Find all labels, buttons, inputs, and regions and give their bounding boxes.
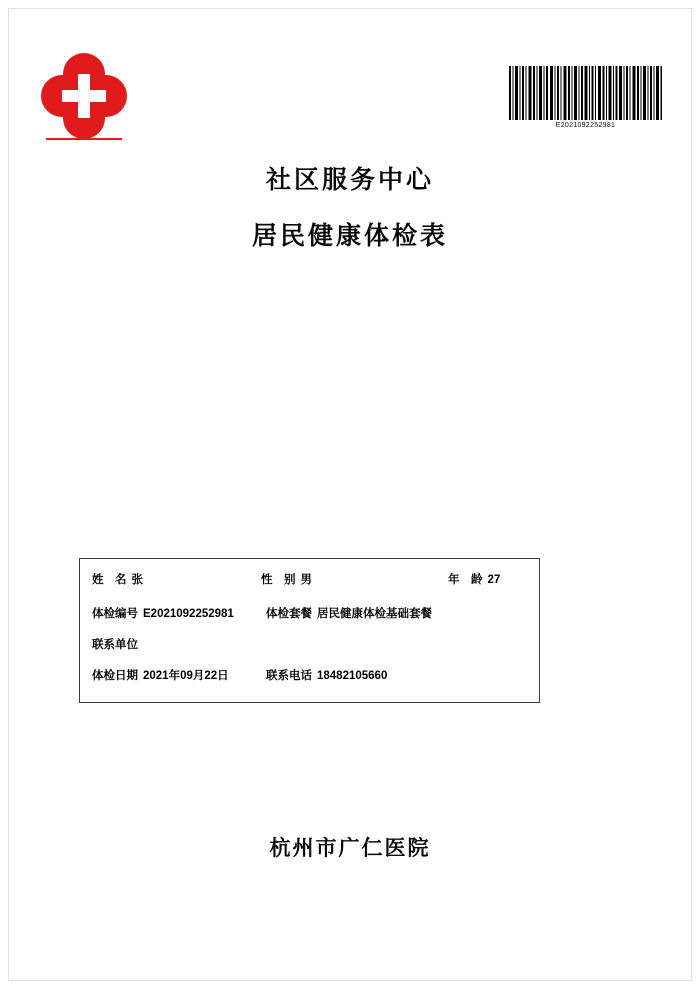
field-package-label: 体检套餐 [266,608,312,620]
field-age-label: 年 龄 [448,574,483,586]
field-exam-date-label: 体检日期 [92,670,138,682]
field-package-value: 居民健康体检基础套餐 [317,608,432,620]
field-unit-label: 联系单位 [92,639,138,651]
info-row-2 [80,601,539,627]
field-exam-no-label: 体检编号 [92,608,138,620]
page-border-top [8,8,692,9]
info-row-1 [80,567,539,593]
info-row-3 [80,632,539,658]
field-sex-label: 性 别 [261,574,296,586]
red-cross-logo-icon [40,52,128,144]
page-border-bottom [8,980,692,981]
field-phone-value: 18482105660 [317,670,388,682]
field-phone [266,663,387,689]
field-unit [92,632,143,658]
barcode [508,66,663,129]
field-age-value: 27 [487,574,501,586]
field-package [266,601,432,627]
page-title-form: 居民健康体检表 [251,222,448,250]
title-block [0,160,700,256]
field-sex [261,567,312,593]
hospital-name: 杭州市广仁医院 [269,837,431,860]
field-exam-date [92,663,229,689]
field-phone-label: 联系电话 [266,670,312,682]
field-name-label: 姓 名 [92,574,127,586]
info-row-4 [80,663,539,689]
field-exam-no [92,601,234,627]
page-title-org: 社区服务中心 [265,166,434,194]
field-exam-no-value: E2021092252981 [143,608,234,620]
field-name [92,567,143,593]
field-sex-value: 男 [300,574,312,586]
field-exam-date-value: 2021年09月22日 [143,670,229,682]
field-name-value: 张 [131,574,143,586]
barcode-caption: E2021092252981 [555,122,616,129]
field-age [448,567,500,593]
patient-info-box [79,558,540,703]
